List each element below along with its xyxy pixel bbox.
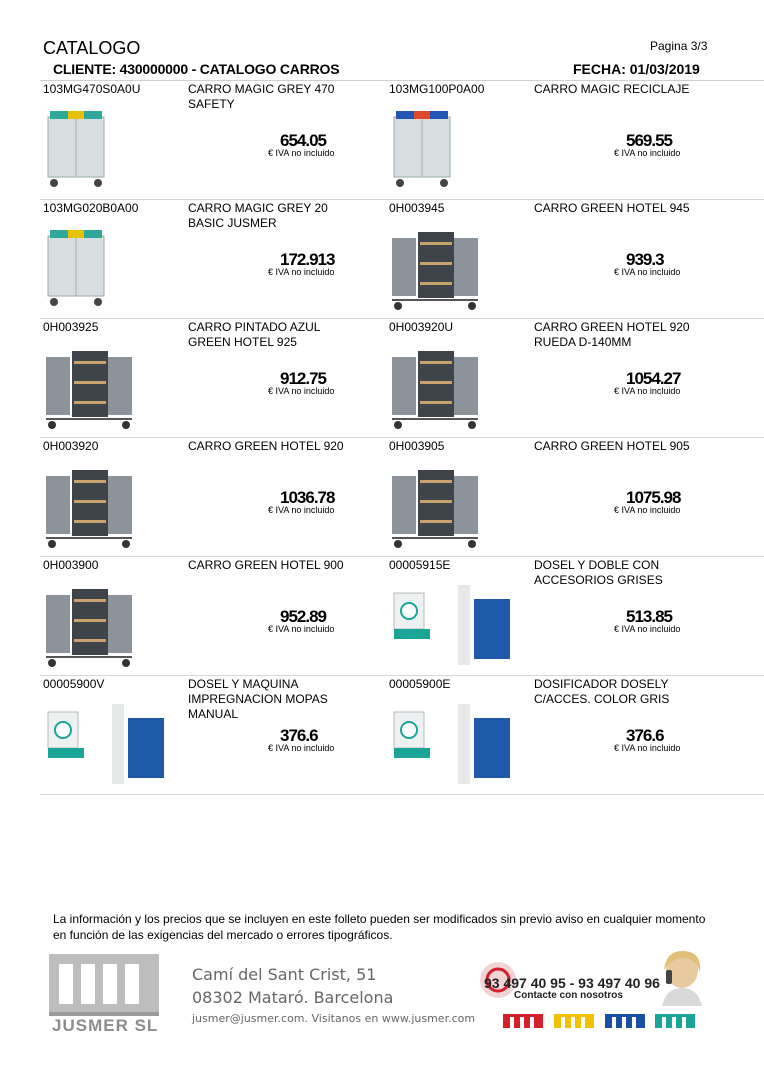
product-price: 939.3 — [626, 250, 664, 269]
product-price: 1054.27 — [626, 369, 681, 388]
product-code: 00005915E — [389, 558, 451, 572]
product-card[interactable] — [386, 676, 732, 794]
product-card[interactable] — [386, 200, 732, 318]
disclaimer: La información y los precios que se incluyen en este folleto pueden ser modificados sin previo aviso en cualquier momento en función de las exigencias del mercado o errores tipográficos. — [53, 912, 706, 942]
product-description: CARRO GREEN HOTEL 920 RUEDA D-140MM — [534, 320, 690, 349]
product-card[interactable] — [40, 557, 386, 675]
date-line: FECHA: 01/03/2019 — [573, 61, 700, 77]
product-image — [42, 103, 182, 195]
product-price: 376.6 — [626, 726, 664, 745]
product-code: 0H003920 — [43, 439, 99, 453]
product-image — [388, 341, 528, 433]
product-code: 103MG020B0A00 — [43, 201, 139, 215]
product-description: CARRO GREEN HOTEL 920 — [188, 439, 344, 453]
vat-note: € IVA no incluido — [614, 624, 681, 634]
product-code: 0H003945 — [389, 201, 445, 215]
address-line-1: Camí del Sant Crist, 51 — [192, 965, 377, 984]
product-card[interactable] — [40, 676, 386, 794]
client-line: CLIENTE: 430000000 - CATALOGO CARROS — [53, 61, 340, 77]
product-code: 0H003925 — [43, 320, 99, 334]
vat-note: € IVA no incluido — [614, 148, 681, 158]
logo-teal-icon — [654, 1010, 696, 1032]
catalog-title: CATALOGO — [43, 38, 141, 58]
product-price: 1036.78 — [280, 488, 335, 507]
product-row — [40, 319, 764, 438]
vat-note: € IVA no incluido — [268, 148, 335, 158]
logo-red-icon — [502, 1010, 544, 1032]
product-code: 103MG100P0A00 — [389, 82, 485, 96]
product-description: CARRO GREEN HOTEL 945 — [534, 201, 690, 215]
product-price: 654.05 — [280, 131, 326, 150]
page-number: Pagina 3/3 — [650, 39, 708, 53]
product-card[interactable] — [386, 557, 732, 675]
product-price: 912.75 — [280, 369, 326, 388]
product-image — [42, 222, 182, 314]
product-grid — [40, 81, 764, 795]
product-price: 172.913 — [280, 250, 335, 269]
product-price: 569.55 — [626, 131, 672, 150]
address-line-2: 08302 Mataró. Barcelona — [192, 988, 394, 1007]
company-name: JUSMER SL — [52, 1016, 159, 1035]
product-image — [42, 341, 182, 433]
product-description: DOSIFICADOR DOSELY C/ACCES. COLOR GRIS — [534, 677, 670, 706]
product-code: 00005900V — [43, 677, 105, 691]
vat-note: € IVA no incluido — [268, 624, 335, 634]
contact-label: Contacte con nosotros — [514, 990, 623, 1001]
product-code: 0H003900 — [43, 558, 99, 572]
product-description: DOSEL Y DOBLE CON ACCESORIOS GRISES — [534, 558, 663, 587]
product-row — [40, 438, 764, 557]
product-row — [40, 81, 764, 200]
product-card[interactable] — [40, 319, 386, 437]
product-code: 00005900E — [389, 677, 451, 691]
product-card[interactable] — [40, 200, 386, 318]
product-image — [42, 460, 182, 552]
contact-line[interactable]: jusmer@jusmer.com. Visitanos en www.jusmer.com — [192, 1012, 476, 1025]
product-description: CARRO MAGIC GREY 470 SAFETY — [188, 82, 335, 111]
product-image — [42, 698, 182, 790]
product-card[interactable] — [386, 438, 732, 556]
product-row — [40, 200, 764, 319]
product-card[interactable] — [40, 81, 386, 199]
vat-note: € IVA no incluido — [268, 505, 335, 515]
product-image — [388, 222, 528, 314]
product-image — [388, 103, 528, 195]
product-image — [388, 579, 528, 671]
product-image — [42, 579, 182, 671]
logo-yellow-icon — [553, 1010, 595, 1032]
product-description: CARRO GREEN HOTEL 905 — [534, 439, 690, 453]
vat-note: € IVA no incluido — [614, 743, 681, 753]
product-price: 376.6 — [280, 726, 318, 745]
product-description: CARRO MAGIC RECICLAJE — [534, 82, 690, 96]
logo-blue-icon — [604, 1010, 646, 1032]
vat-note: € IVA no incluido — [268, 267, 335, 277]
product-card[interactable] — [386, 81, 732, 199]
product-price: 1075.98 — [626, 488, 681, 507]
phone-numbers[interactable]: 93 497 40 95 - 93 497 40 96 — [484, 975, 660, 991]
product-card[interactable] — [40, 438, 386, 556]
vat-note: € IVA no incluido — [614, 386, 681, 396]
product-code: 0H003920U — [389, 320, 454, 334]
product-price: 952.89 — [280, 607, 326, 626]
product-image — [388, 460, 528, 552]
vat-note: € IVA no incluido — [614, 505, 681, 515]
product-card[interactable] — [386, 319, 732, 437]
product-code: 103MG470S0A0U — [43, 82, 141, 96]
product-code: 0H003905 — [389, 439, 445, 453]
product-description: DOSEL Y MAQUINA IMPREGNACION MOPAS MANUAL — [188, 677, 328, 721]
product-image — [388, 698, 528, 790]
product-description: CARRO MAGIC GREY 20 BASIC JUSMER — [188, 201, 328, 230]
product-row — [40, 557, 764, 676]
product-row — [40, 676, 764, 795]
vat-note: € IVA no incluido — [268, 743, 335, 753]
product-description: CARRO GREEN HOTEL 900 — [188, 558, 344, 572]
vat-note: € IVA no incluido — [614, 267, 681, 277]
vat-note: € IVA no incluido — [268, 386, 335, 396]
product-price: 513.85 — [626, 607, 672, 626]
operator-photo — [652, 948, 710, 1006]
product-description: CARRO PINTADO AZUL GREEN HOTEL 925 — [188, 320, 321, 349]
